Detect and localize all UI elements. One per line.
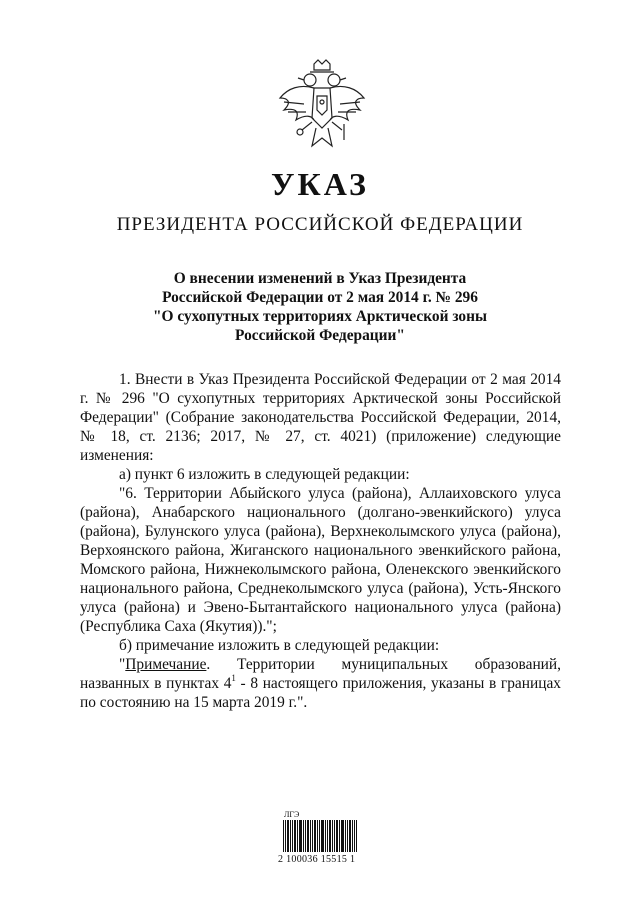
heading-line: Российской Федерации от 2 мая 2014 г. № 296 bbox=[162, 289, 478, 306]
note-label: Примечание bbox=[125, 656, 207, 673]
paragraph-b: б) примечание изложить в следующей редакции: bbox=[119, 637, 440, 654]
note-text-b: - 8 настоящего приложения, указаны в границах по состоянию на 15 марта 2019 г.". bbox=[80, 675, 561, 711]
paragraph-1: 1. Внести в Указ Президента Российской Федерации от 2 мая 2014 г. № 296 "О сухопутных территориях Арктической зоны Российской Федерации" (Собрание законодательства Российской Федерации, 2014, № 18, ст. 2136; 2017, № 27, ст. 4021) (приложение) следующие изменения: bbox=[80, 371, 561, 464]
decree-heading bbox=[0, 269, 640, 345]
paragraph-item-6: "6. Территории Абыйского улуса (района), Аллаиховского улуса (района), Анабарского национального (долгано-эвенкийского) улуса (района), Булунского улуса (района), Верхнеколымского улуса (района), Верхоянского района, Жиганского национального эвенкийского района, Момского района, Нижнеколымского района, Оленекского эвенкийского национального района, Среднеколымского улуса (района), Усть-Янского улуса (района) и Эвено-Бытантайского национального улуса (района) (Республика Саха (Якутия))."; bbox=[80, 485, 561, 635]
heading-line: Российской Федерации" bbox=[235, 327, 405, 344]
document-subtitle: ПРЕЗИДЕНТА РОССИЙСКОЙ ФЕДЕРАЦИИ bbox=[116, 214, 524, 235]
paragraph-a: а) пункт 6 изложить в следующей редакции: bbox=[119, 466, 410, 483]
barcode-icon bbox=[283, 820, 357, 852]
paragraph-note bbox=[80, 655, 561, 712]
decree-body bbox=[80, 370, 561, 712]
barcode-number: 2 100036 15515 1 bbox=[278, 854, 356, 865]
document-title: УКАЗ bbox=[271, 166, 369, 202]
quote-mark: " bbox=[119, 656, 126, 673]
superscript: 1 bbox=[231, 673, 236, 683]
coat-of-arms-icon bbox=[274, 58, 370, 154]
heading-line: "О сухопутных территориях Арктической зоны bbox=[152, 308, 488, 325]
barcode-mark: ЛГЭ bbox=[284, 810, 300, 819]
barcode-block bbox=[278, 810, 362, 868]
note-text-a: . Территории муниципальных образований, названных в пунктах 4 bbox=[80, 656, 561, 692]
heading-line: О внесении изменений в Указ Президента bbox=[173, 270, 467, 287]
